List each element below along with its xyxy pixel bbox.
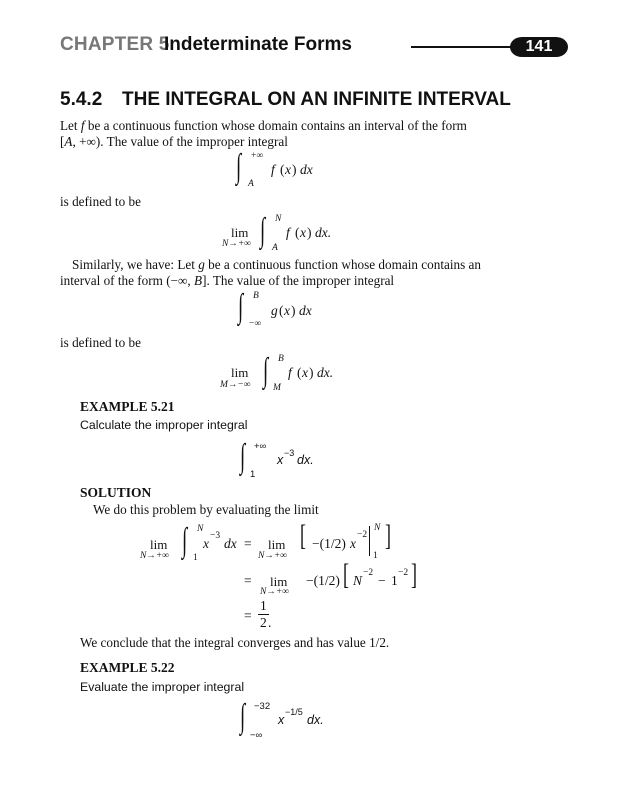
equation-limit-n: lim N→+∞ ∫ N A f ( x ) dx. <box>222 212 332 253</box>
solution-text: We do this problem by evaluating the limit <box>93 502 319 517</box>
example-5-22-text: Evaluate the improper integral <box>80 680 245 694</box>
defined-to-be-1: is defined to be <box>60 194 141 209</box>
header-rule <box>411 46 515 48</box>
example-5-21-heading: EXAMPLE 5.21 <box>80 399 175 414</box>
section-number: 5.4.2 <box>60 89 103 110</box>
paragraph-1-line-2: [A, +∞). The value of the improper integral <box>60 134 288 149</box>
section-title: THE INTEGRAL ON AN INFINITE INTERVAL <box>122 89 511 110</box>
equation-integral-neginf-b: ∫ B −∞ g ( x ) dx <box>238 288 312 329</box>
equation-example-5-22: ∫ −32 −∞ x −1/5 dx. <box>240 698 324 741</box>
chapter-title: Indeterminate Forms <box>164 34 352 55</box>
solution-heading: SOLUTION <box>80 485 152 500</box>
paragraph-2-line-1: Similarly, we have: Let g be a continuous function whose domain contains an <box>72 257 481 272</box>
chapter-label: CHAPTER 5 <box>60 34 170 55</box>
equation-integral-a-inf: ∫ +∞ A f ( x ) dx <box>236 148 313 189</box>
paragraph-1-line-1: Let f be a continuous function whose domain contains an interval of the form <box>60 118 467 133</box>
equation-example-5-21: ∫ +∞ 1 x −3 dx. <box>240 438 314 480</box>
section-heading <box>60 89 511 111</box>
conclusion-text: We conclude that the integral converges and has value 1/2. <box>80 635 390 650</box>
page-number-badge: 141 <box>510 37 568 57</box>
equation-limit-m: lim M→−∞ ∫ B M f ( x ) dx. <box>220 352 334 393</box>
paragraph-2-line-2: interval of the form (−∞, B]. The value of the improper integral <box>60 273 395 288</box>
example-5-22-heading: EXAMPLE 5.22 <box>80 660 175 675</box>
defined-to-be-2: is defined to be <box>60 335 141 350</box>
solution-derivation: lim N→+∞ ∫ N 1 x −3 dx = lim N→+∞ [ −(1/2) x −2 N 1 ] = lim N→+∞ −(1/2) [ N −2 − 1 −2 ] = 1 2 . <box>140 519 417 630</box>
example-5-21-text: Calculate the improper integral <box>80 418 248 432</box>
